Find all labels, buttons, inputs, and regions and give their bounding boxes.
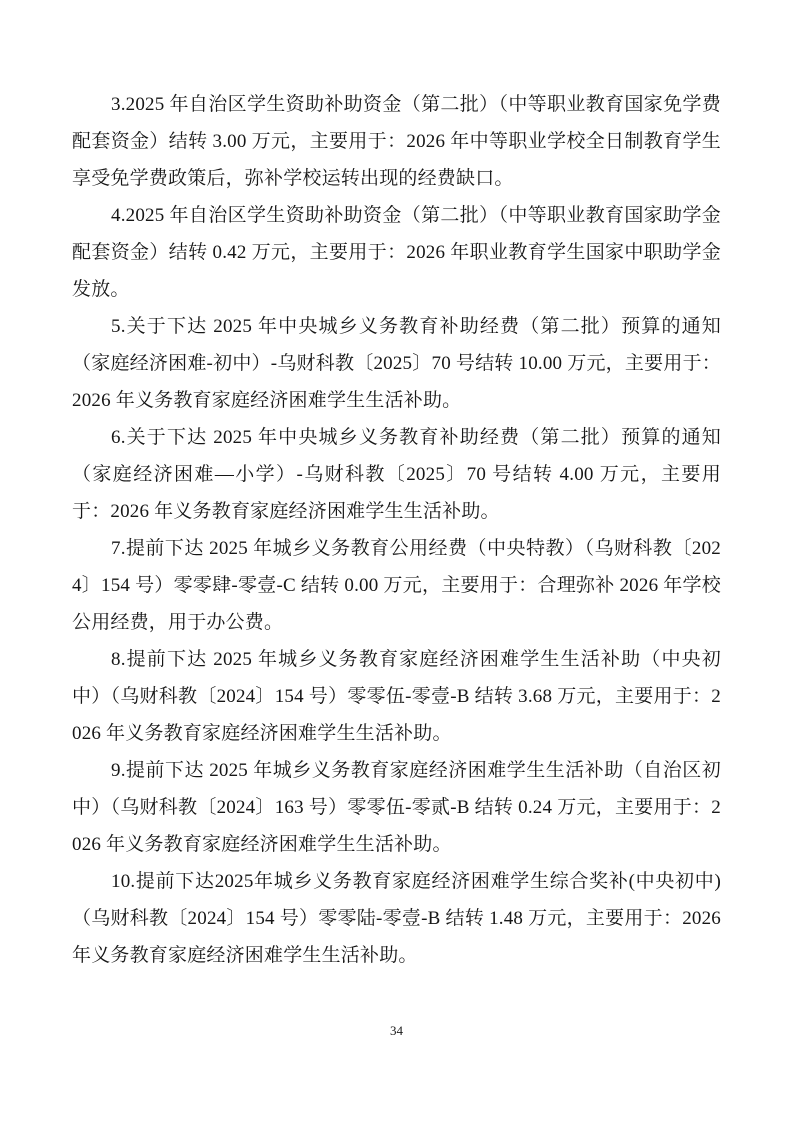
paragraph-item-5: 5.关于下达 2025 年中央城乡义务教育补助经费（第二批）预算的通知（家庭经济困难-初中）-乌财科教〔2025〕70 号结转 10.00 万元，主要用于：2026 年义务教育家庭经济困难学生生活补助。 xyxy=(72,316,721,411)
paragraph-item-6: 6.关于下达 2025 年中央城乡义务教育补助经费（第二批）预算的通知（家庭经济困难—小学）-乌财科教〔2025〕70 号结转 4.00 万元，主要用于：2026 年义务教育家庭经济困难学生生活补助。 xyxy=(72,427,721,522)
document-body xyxy=(72,86,721,974)
page-number: 34 xyxy=(390,1023,403,1038)
paragraph-item-3: 3.2025 年自治区学生资助补助资金（第二批）（中等职业教育国家免学费配套资金）结转 3.00 万元，主要用于：2026 年中等职业学校全日制教育学生享受免学费政策后，弥补学校运转出现的经费缺口。 xyxy=(72,94,721,189)
paragraph-item-9: 9.提前下达 2025 年城乡义务教育家庭经济困难学生生活补助（自治区初中）（乌财科教〔2024〕163 号）零零伍-零贰-B 结转 0.24 万元，主要用于：2026 年义务教育家庭经济困难学生生活补助。 xyxy=(72,760,721,855)
paragraph-item-4: 4.2025 年自治区学生资助补助资金（第二批）（中等职业教育国家助学金配套资金）结转 0.42 万元，主要用于：2026 年职业教育学生国家中职助学金发放。 xyxy=(72,205,721,300)
paragraph-item-8: 8.提前下达 2025 年城乡义务教育家庭经济困难学生生活补助（中央初中）（乌财科教〔2024〕154 号）零零伍-零壹-B 结转 3.68 万元，主要用于：2026 年义务教育家庭经济困难学生生活补助。 xyxy=(72,649,721,744)
paragraph-item-10: 10.提前下达2025年城乡义务教育家庭经济困难学生综合奖补(中央初中)（乌财科教〔2024〕154 号）零零陆-零壹-B 结转 1.48 万元，主要用于：2026 年义务教育家庭经济困难学生生活补助。 xyxy=(72,871,721,966)
paragraph-item-7: 7.提前下达 2025 年城乡义务教育公用经费（中央特教）（乌财科教〔2024〕154 号）零零肆-零壹-C 结转 0.00 万元，主要用于：合理弥补 2026 年学校公用经费，用于办公费。 xyxy=(72,538,721,633)
